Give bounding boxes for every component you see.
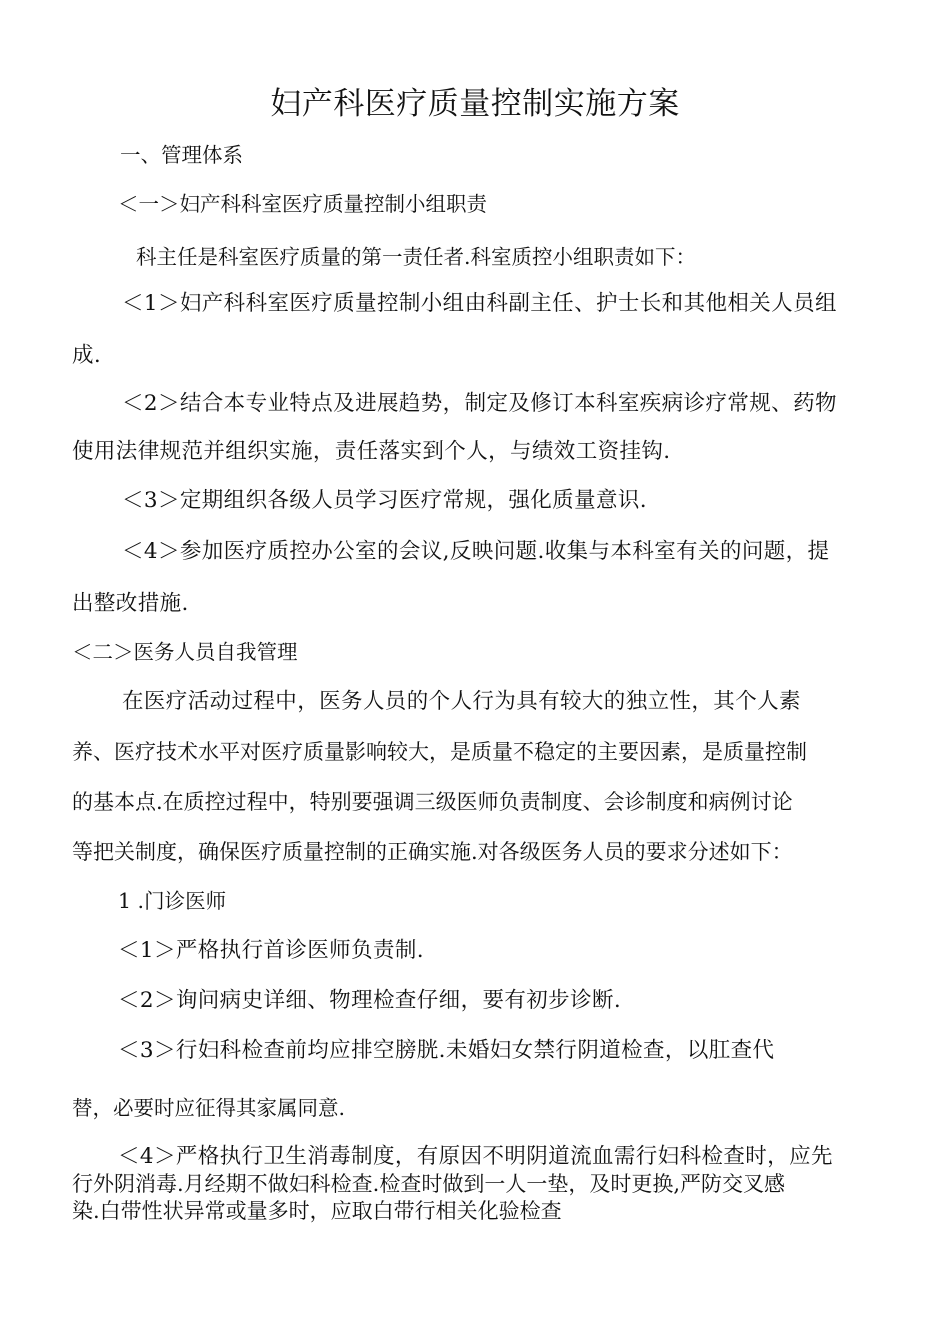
- paragraph-line: 等把关制度，确保医疗质量控制的正确实施.对各级医务人员的要求分述如下：: [72, 840, 793, 864]
- list-item-line: ＜2＞询问病史详细、物理检查仔细，要有初步诊断.: [118, 988, 622, 1013]
- subsection-heading-qc-group: ＜一＞妇产科科室医疗质量控制小组职责: [118, 192, 487, 216]
- list-item-line: ＜1＞妇产科科室医疗质量控制小组由科副主任、护士长和其他相关人员组: [122, 291, 837, 316]
- list-item-line: 替，必要时应征得其家属同意.: [72, 1096, 346, 1120]
- list-item-line: 成.: [72, 343, 102, 368]
- list-item-line: ＜4＞参加医疗质控办公室的会议,反映问题.收集与本科室有关的问题，提: [122, 539, 830, 564]
- subsection-heading-outpatient: 1 .门诊医师: [118, 889, 227, 913]
- subsection-heading-self-management: ＜二＞医务人员自我管理: [72, 640, 298, 664]
- list-item-line: ＜2＞结合本专业特点及进展趋势，制定及修订本科室疾病诊疗常规、药物: [122, 391, 837, 416]
- list-item-line: ＜4＞严格执行卫生消毒制度，有原因不明阴道流血需行妇科检查时，应先: [118, 1144, 833, 1169]
- list-item-line: 出整改措施.: [72, 591, 189, 616]
- paragraph-line: 的基本点.在质控过程中，特别要强调三级医师负责制度、会诊制度和病例讨论: [72, 790, 793, 814]
- list-item-line: ＜3＞定期组织各级人员学习医疗常规，强化质量意识.: [122, 488, 648, 513]
- list-item-line: 染.白带性状异常或量多时，应取白带行相关化验检查: [72, 1199, 562, 1223]
- paragraph-line: 养、医疗技术水平对医疗质量影响较大，是质量不稳定的主要因素，是质量控制: [72, 740, 807, 764]
- list-item-line: 使用法律规范并组织实施，责任落实到个人，与绩效工资挂钩.: [72, 439, 671, 464]
- paragraph-line: 在医疗活动过程中，医务人员的个人行为具有较大的独立性，其个人素: [122, 689, 801, 714]
- list-item-line: ＜3＞行妇科检查前均应排空膀胱.未婚妇女禁行阴道检查，以肛查代: [118, 1038, 775, 1063]
- list-item-line: 行外阴消毒.月经期不做妇科检查.检查时做到一人一垫，及时更换,严防交叉感: [72, 1172, 786, 1196]
- section-heading-management-system: 一、管理体系: [120, 143, 243, 167]
- list-item-line: ＜1＞严格执行首诊医师负责制.: [118, 938, 425, 963]
- document-title: 妇产科医疗质量控制实施方案: [270, 86, 680, 122]
- paragraph-line: 科主任是科室医疗质量的第一责任者.科室质控小组职责如下：: [136, 245, 697, 269]
